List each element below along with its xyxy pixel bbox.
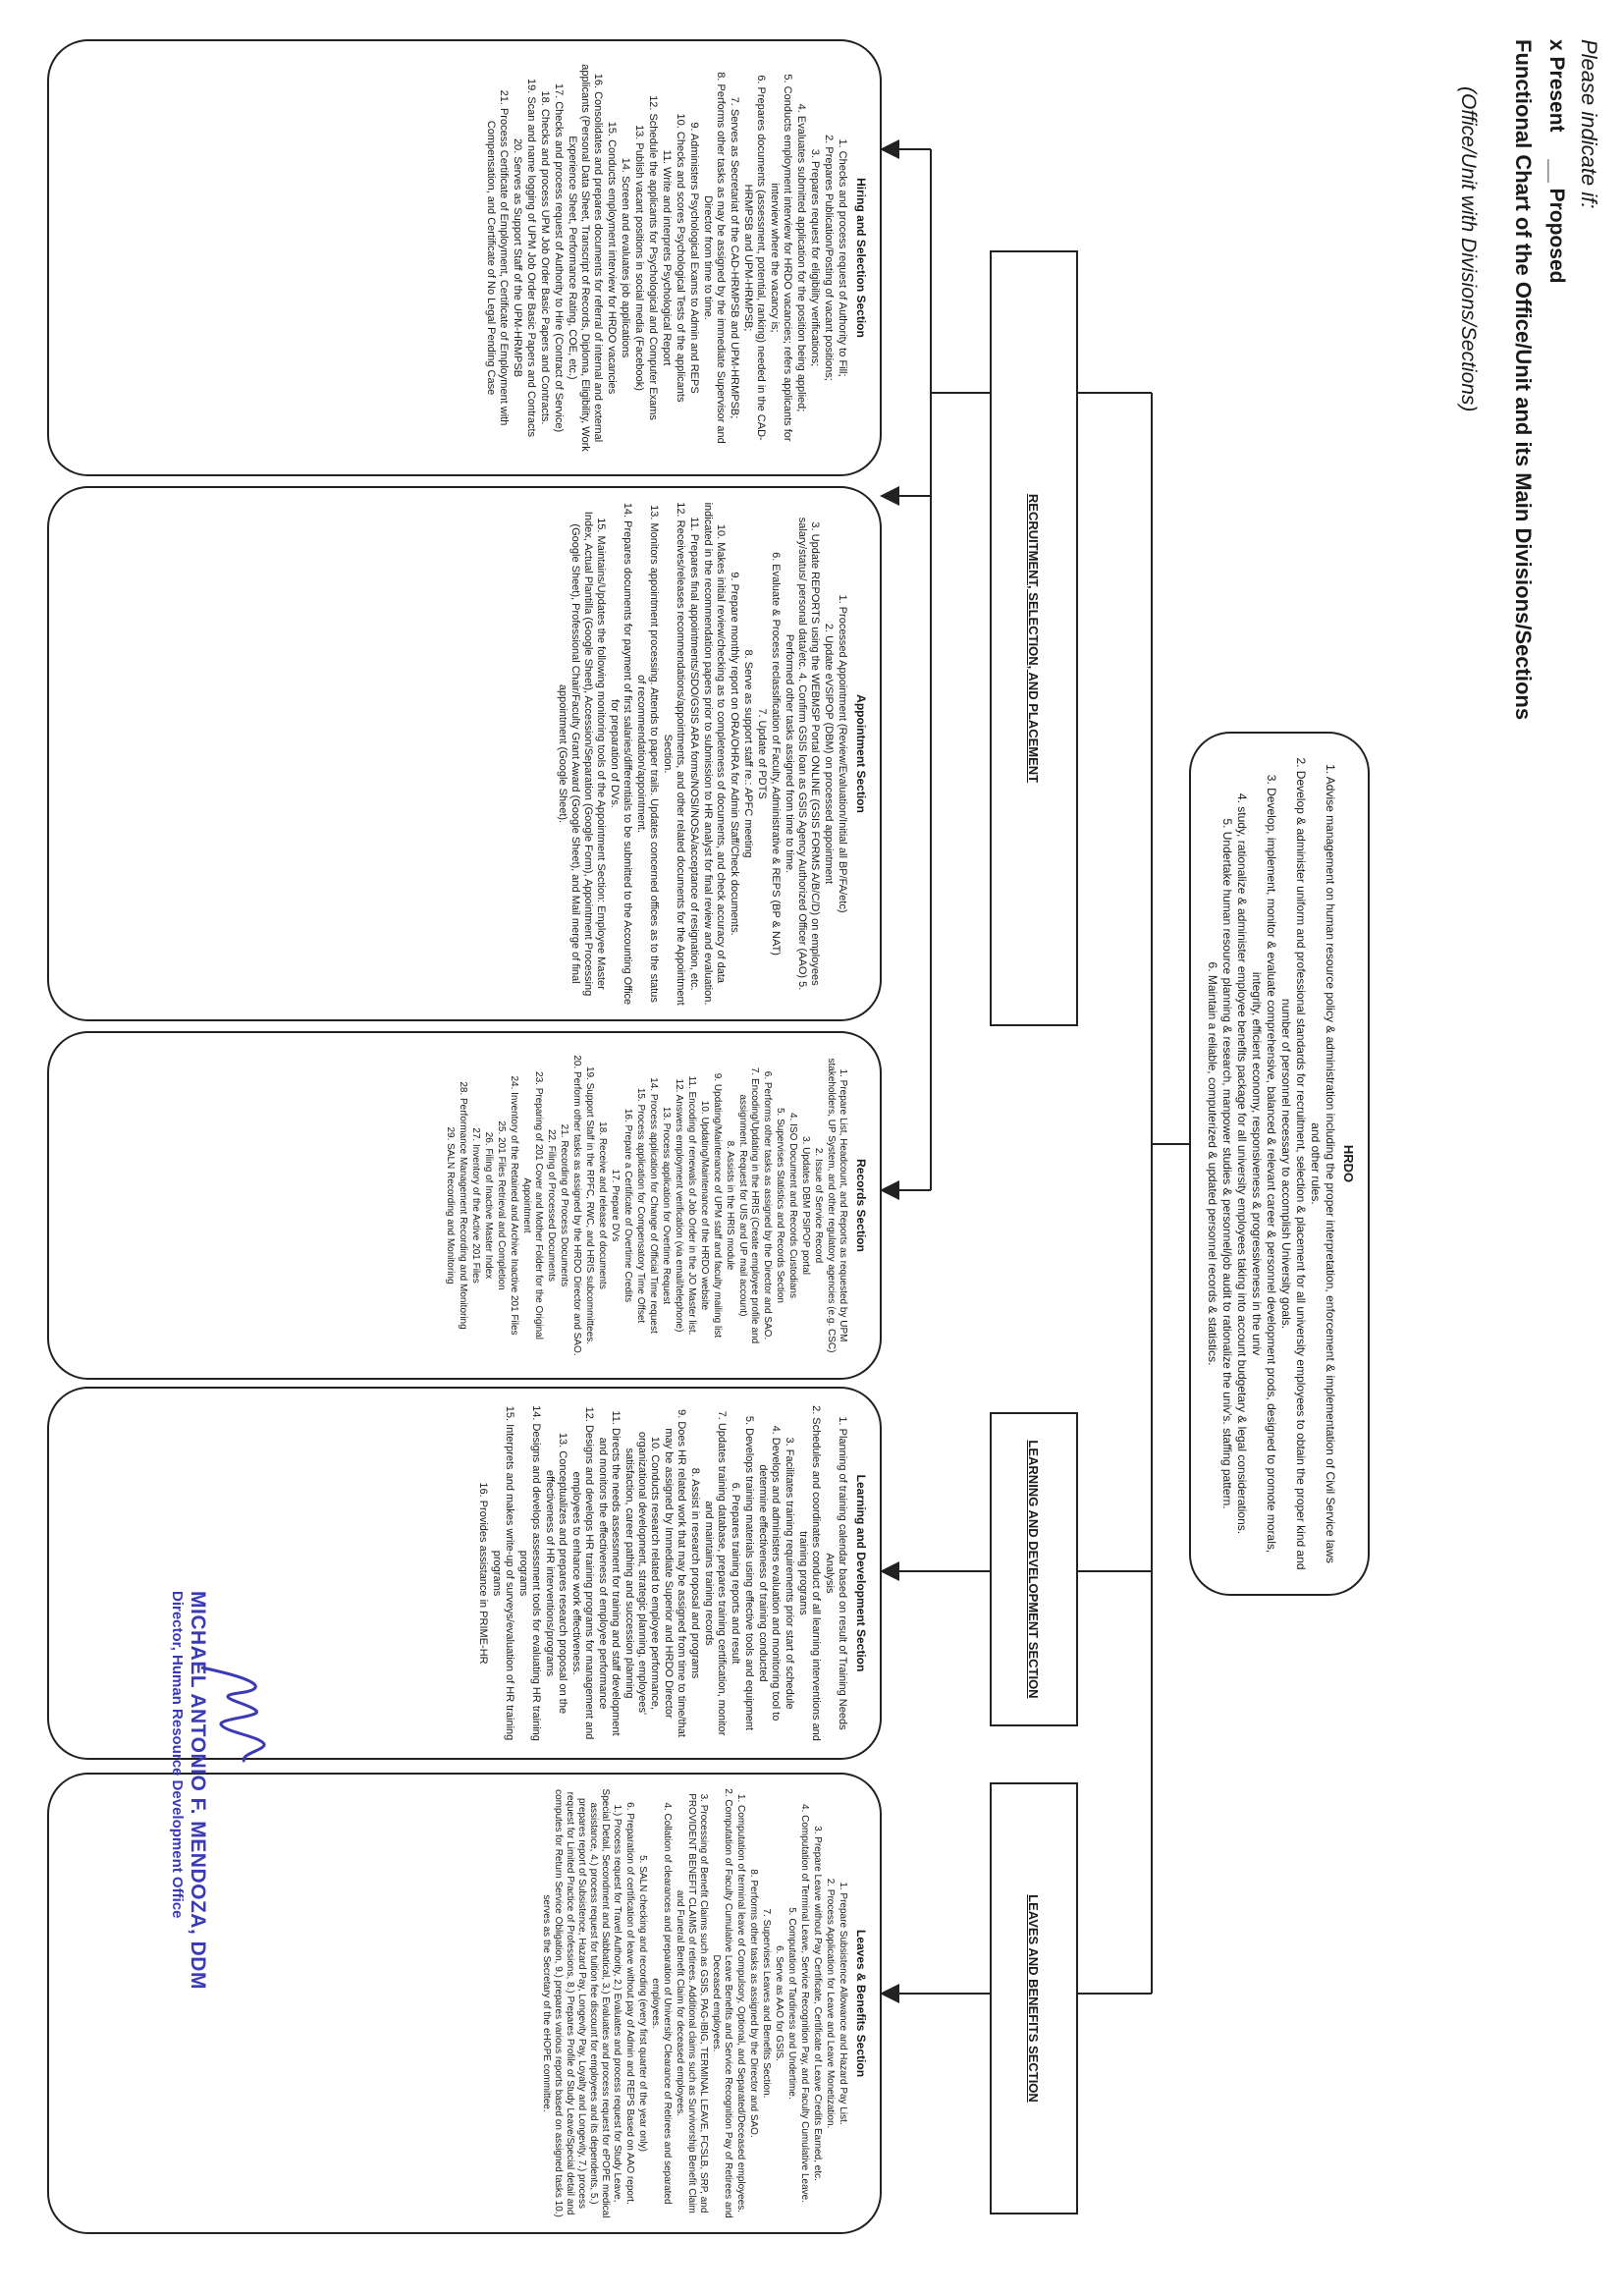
appointment-section-title: Appointment Section: [854, 694, 868, 813]
list-item: 7. Supervises Leaves and Benefits Section.: [761, 1908, 772, 2099]
list-item: 15. Conducts employment interview for HRDO vacancies: [606, 121, 618, 395]
list-item: 16. Provides assistance in PRIME-HR: [477, 1482, 489, 1665]
hrdo-function: 4. study, rationalize & administer employee benefits package for all university employees taking into account budgetary & legal considerations.: [1235, 793, 1249, 1535]
hrdo-function: 6. Maintain a reliable, computerized & updated personnel records & statistics.: [1206, 961, 1219, 1366]
list-item: 10. Makes initial review/checking as to completeness of documents, and check accuracy of data indicated in the recommendation papers prior to submission to HR analyst for final review and evaluation.: [702, 502, 727, 1006]
leaves-section-title: Leaves & Benefits Section: [854, 1929, 868, 2078]
list-item: 6. Serve as AAO for GSIS.: [774, 1945, 784, 2061]
list-item: 8. Assists in the HRIS module: [725, 1140, 735, 1271]
chart-subtitle: (Office/Unit with Divisions/Sections): [1457, 86, 1480, 412]
list-item: 4. Develops and administers evaluation and monitoring tool to determine effectiveness of training conducted: [757, 1425, 782, 1722]
present-option: x Present: [1545, 39, 1568, 133]
list-item: 13. Process application for Overtime Request: [661, 1106, 672, 1305]
list-item: 2. Update eVSIPOP (DBM) on processed appointment: [823, 623, 835, 885]
list-item: 9. Prepare monthly report on ORA/OHRA for Admin Staff/Check documents.: [729, 572, 740, 936]
hrdo-function: 5. Undertake human resource planning & research, manpower studies & personnel/job audit to rationalize the univ's. staffing pattern.: [1220, 818, 1234, 1509]
list-item: 3. Update REPORTS using the WEBMSP Portal ONLINE (GSIS FORMS A/B/C/D) on employees salary/status/ personal data/etc. 4. Confirm GSIS loan as GSIS Agency Authorized Officer (AAO) 5. Performed other tasks assigned from time to time.: [784, 517, 821, 991]
hiring-section-box: [47, 39, 882, 476]
records-section-title: Records Section: [854, 1159, 868, 1252]
list-item: 12. Receives/releases recommendations/appointments, and other related documents for the Appointment Section.: [662, 502, 686, 1006]
list-item: 17. Checks and process request of Authority to Hire (Contract of Service): [553, 82, 565, 433]
list-item: 28. Performance Management Recording and Monitoring: [458, 1081, 468, 1330]
list-item: 1. Processed Appointment (Review/Evaluation/Initial all BP/FA/etc): [837, 594, 848, 913]
list-item: 16. Consolidates and prepares documents for referral of internal and external applicants (Personal Data Sheet, Transcript of Records, Diploma, Eligibility, Work Experience Sheet, Performance Rating, COE, etc.): [567, 64, 604, 452]
list-item: 13. Publish vacant positions in social media (Facebook): [633, 125, 645, 391]
list-item: 12. Designs and develops HR training programs for management and employees to enhance work effectiveness.: [570, 1406, 595, 1740]
list-item: 20. Perform other tasks as assigned by the HRDO Director and SAO.: [571, 1055, 582, 1356]
list-item: 5. Conducts employment interview for HRDO vacancies; refers applicants for interview where the vacancy is;: [769, 74, 793, 442]
learning-section-items: [476, 1389, 854, 1758]
list-item: 1. Checks and process request of Authority to Fill;: [837, 138, 848, 377]
list-item: 3. Facilitates training requirements prior start of schedule: [784, 1437, 795, 1710]
list-item: 5. Develops training materials using effective tools and equipment: [743, 1415, 755, 1731]
list-item: 3. Prepare Leave without Pay Certificate, Certificate of Leave Credits Earned, etc.: [812, 1826, 823, 2181]
list-item: 1.) Process request for Travel Authority, 2.) Evaluates and process request for Study Leave, Special Detail, Secondment and Sabbatical, 3.) Evaluates and process request for ePOPE medical assistance, 4.) process request for tuition fee discount for employees and its dependents, 5.) prepares report of Subsistence, Hazard Pay, Longevity Pay, Loyalty and Longevity, 7.) process request for Limited Practice of Professions, 8.) Prepares Profile of Study Leave/Special detail and computes for Return Service Obligation, 9.) prepares various reports based on assigned tasks 10.) serves as the Secretary of the eHOPE committee.: [541, 1788, 622, 2218]
lb-section-label: LEAVES AND BENEFITS SECTION: [990, 1782, 1078, 2214]
list-item: 7. Update of PDTS: [756, 708, 768, 799]
list-item: 1. Prepare List, Headcount, and Reports as requested by UPM stakeholders, UP System, and other regulatory agencies (e.g. CSC): [826, 1058, 848, 1353]
list-item: 1. Prepare Subsistence Allowance and Hazard Pay List.: [838, 1882, 848, 2125]
list-item: 9. Does HR related work that may be assigned from time to time/that may be assigned by Immediate Superior and HRDO Director: [663, 1409, 687, 1737]
proposed-option: __ Proposed: [1545, 159, 1568, 284]
records-section-box: [47, 1031, 882, 1380]
list-item: 8. Performs other tasks as may be assigned by the immediate Supervisor and Director from time to time.: [702, 72, 727, 444]
list-item: 27. Inventory of the Active 201 Files: [470, 1127, 481, 1284]
list-item: 4. Evaluates submitted application for the position being applied;: [795, 103, 807, 412]
list-item: 14. Process application for Change of Official Time request: [648, 1077, 659, 1334]
list-item: 23. Preparing of 201 Cover and Mother Folder for the Original Appointment: [521, 1071, 544, 1339]
list-item: 5. Supervises Statistics and Records Section: [775, 1108, 785, 1303]
indicate-label: Please indicate if:: [1577, 39, 1601, 209]
list-item: 11. Directs the needs assessment for training and staff development and monitors the effectiveness of employee performance: [597, 1410, 622, 1736]
list-item: 13. Conceptualizes and prepares research proposal on the effectiveness of HR interventions/programs: [544, 1432, 568, 1715]
hrdo-box: [1189, 732, 1370, 1596]
hrdo-function: 2. Develop & administer uniform and professional standards for recruitment, selection & placement for all university employees to obtain the proper kind and number of personnel necessary to accomplish University goals.: [1279, 757, 1308, 1570]
rsp-division-label: RECRUITMENT, SELECTION, AND PLACEMENT: [990, 250, 1078, 1026]
list-item: 18. Checks and process UPM Job Order Basic Papers and Contracts.: [539, 90, 551, 425]
list-item: 20. Serves as Support Staff of the UPM-HRMPSB: [512, 137, 523, 378]
list-item: 8. Performs other tasks as assigned by the Director and SAO.: [748, 1869, 759, 2138]
list-item: 12. Schedule the applicants for Psychological and Computer Exams: [647, 95, 659, 420]
list-item: 6. Performs other tasks as assigned by the Director and SAO.: [762, 1070, 773, 1340]
list-item: 17. Prepare DVs: [610, 1169, 621, 1242]
list-item: 19. Scan and name logging of UPM Job Order Basic Papers and Contracts: [525, 78, 537, 438]
hrdo-functions: [1205, 734, 1341, 1594]
list-item: 2. Process Application for Leave and Leave Monetization.: [825, 1878, 836, 2129]
signatory-title: Director, Human Resource Development Office: [169, 1591, 186, 1919]
list-item: 15. Maintains/Updates the following monitoring tools of the Appointment Section: Employee Master Index, Actual Plantilla (Google Sheet), Accession/Separation (Google Form), Appointment Processing (Google Sheet), Professional Chair/Faculty Grant Award (Google Sheet), and Mail merge of final appointment (Google Sheet).: [557, 511, 607, 997]
list-item: 4. ISO Document and Records Custodians: [787, 1113, 798, 1298]
list-item: 7. Updates training database, prepares training certification, monitor and maintains training records: [703, 1410, 728, 1736]
appointment-section-box: [47, 486, 882, 1021]
list-item: 21. Process Certificate of Employment, Certificate of Employment with Compensation, and Certificate of No Legal Pending Case: [485, 89, 510, 426]
learning-section-title: Learning and Development Section: [854, 1474, 868, 1672]
list-item: 6. Evaluate & Process reclassification of Faculty, Administrative & REPS (BP & NAT): [770, 552, 782, 956]
list-item: 2. Issue of Service Record: [813, 1147, 824, 1264]
list-item: 3. Updates DBM PSIPOP portal: [800, 1136, 811, 1275]
hrdo-function: 3. Develop, implement, monitor & evaluate comprehensive, balanced & relevant career & personnel development prods, designed to promote morals, integrity, efficient economy, responsiveness & progressiveness in the univ: [1250, 774, 1278, 1554]
signature-block: [169, 1591, 209, 1990]
list-item: 6. Prepares documents (assessment, potential, ranking) needed in the CAD-HRMPSB and UPM-HRMPSB;: [742, 75, 767, 441]
appointment-section-items: [556, 488, 854, 1019]
list-item: 15. Process application for Compensatory Time Offset: [635, 1087, 646, 1324]
list-item: 24. Inventory of the Retained and Archive Inactive 201 Files: [509, 1075, 519, 1336]
list-item: 16. Prepare a Certificate of Overtime Credits: [622, 1108, 633, 1303]
list-item: 6. Prepares training reports and result: [730, 1482, 741, 1665]
list-item: 15. Interprets and makes write-up of surveys/evaluation of HR training programs: [491, 1405, 515, 1741]
list-item: 5. Computation of Tardiness and Undertime.: [786, 1907, 797, 2100]
leaves-section-items: [540, 1775, 854, 2232]
list-item: 13. Monitors appointment processing. Attends to paper trails. Updates concerned offices as to the status of recommendation/appointment.: [635, 505, 660, 1003]
signatory-name: MICHAEL ANTONIO F. MENDOZA, DDM: [187, 1591, 209, 1990]
list-item: 1. Planning of training calendar based on result of Training Needs Analysis: [824, 1416, 848, 1730]
list-item: 9. Updating/Maintenance of UPM staff and faculty mailing list: [712, 1072, 723, 1339]
list-item: 8. Serve as support staff re.: APFC meeting: [742, 649, 754, 858]
list-item: 26. Filing of Inactive Master Index: [483, 1131, 494, 1280]
list-item: 18. Receive and release of documents: [597, 1121, 608, 1289]
ld-section-label: LEARNING AND DEVELOPMENT SECTION: [990, 1412, 1078, 1726]
list-item: 11. Encoding of renewals of Job Order in the JO Master list.: [686, 1075, 697, 1336]
list-item: 6. Preparation of certification of leave without pay of Admin and REPS Based on AAO report.: [624, 1802, 635, 2205]
list-item: 2. Schedules and coordinates conduct of all learning interventions and training programs: [797, 1405, 822, 1741]
list-item: 4. Computation of Terminal Leave, Service Recognition Pay, and Faculty Cumulative Leave.: [799, 1804, 810, 2203]
list-item: 10. Checks and scores Psychological Tests of the applicants: [675, 113, 686, 403]
chart-title: Functional Chart of the Office/Unit and its Main Divisions/Sections: [1511, 39, 1536, 721]
list-item: 7. Serves as Secretariat of the CAD-HRMPSB and UPM-HRMPSB;: [729, 96, 740, 419]
records-section-items: [444, 1033, 854, 1378]
list-item: 10. Updating/Maintenance of the HRDO website: [699, 1100, 710, 1311]
list-item: 21. Recording of Process Documents: [559, 1123, 569, 1287]
list-item: 10. Conducts research related to employee performance, organizational development, strategic planning, employees' satisfaction, career pathing and succession planning: [623, 1431, 661, 1716]
list-item: 12. Answers employment verification (via email/telephone): [674, 1078, 684, 1333]
list-item: 14. Designs and develops assessment tools for evaluating HR training programs: [517, 1405, 542, 1741]
list-item: 3. Prepares request for eligibility verifications;: [809, 148, 821, 367]
list-item: 8. Assist in research proposal and programs: [689, 1467, 701, 1679]
list-item: 29. SALN Recording and Monitoring: [445, 1126, 456, 1285]
hiring-section-title: Hiring and Selection Section: [854, 178, 868, 338]
hrdo-title: HRDO: [1341, 1144, 1356, 1183]
list-item: 4. Collation of clearances and preparation of University Clearance of Retirees and separated employees.: [650, 1802, 673, 2205]
list-item: 11. Prepares final appointments/SDO/GSIS ARA forms/NOSI/NOSA/acceptance of resignation, etc.: [688, 517, 700, 991]
list-item: 2. Prepares Publication/Posting of vacant positions;: [823, 135, 835, 381]
list-item: 3. Processing of Benefit Claims such as GSIS, PAG-IBIG, TERMINAL LEAVE, FCSLB, SRP, and PROVIDENT BENEFIT CLAIMS of retirees. Additional claims such as Survivorship Benefit Claim and Funeral Benefit Claim for deceased employees.: [675, 1793, 709, 2214]
list-item: 1. Computation of terminal leave of Compulsory, Optional, and Separated/Deceased employees.: [735, 1793, 746, 2214]
list-item: 14. Prepares documents for payment of first salaries/differentials to be submitted to the Accounting Office for preparation of DVs.: [609, 502, 633, 1006]
list-item: 19. Support Staff in the RPFC, RWC, and HRIS subcommittees.: [584, 1066, 595, 1345]
list-item: 2. Computation of Faculty Cumulative Leave Benefits and Service Recognition Pay of Retirees and Deceased employees.: [711, 1788, 733, 2218]
hiring-section-items: [484, 41, 854, 474]
list-item: 9. Administers Psychological Exams to Admin and REPS: [688, 122, 700, 394]
list-item: 22. Filing of Processed Documents: [546, 1128, 557, 1283]
list-item: 5. SALN checking and recording (every first quarter of the year only): [637, 1855, 648, 2152]
list-item: 11. Write and interprets Psychological Report: [661, 149, 673, 366]
list-item: 25. 201 Files Retrieval and Completion: [496, 1121, 507, 1290]
list-item: 14. Screen and evaluates job applications: [620, 157, 631, 358]
list-item: 7. Encoding/Updating in the HRIS (Create employee profile and assignment. Request for UIS and UP mail account): [737, 1066, 760, 1344]
hrdo-function: 1. Advise management on human resource policy & administration including the proper interpretation, enforcement & implementation of Civil Service laws and other rules.: [1309, 764, 1337, 1563]
